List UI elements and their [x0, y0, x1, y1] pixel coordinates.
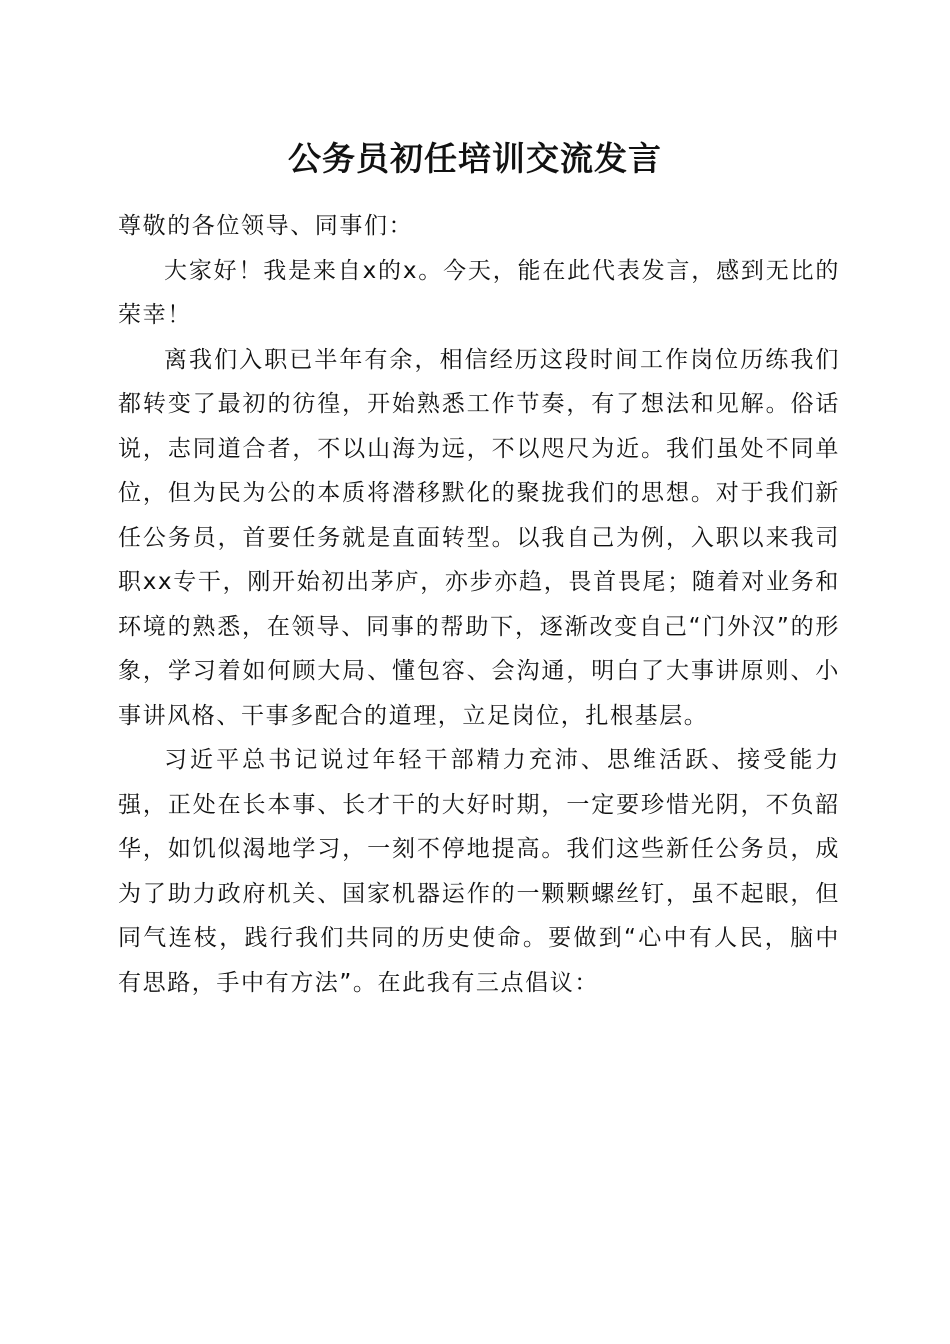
document-title: 公务员初任培训交流发言 — [288, 139, 662, 178]
document-body — [118, 204, 840, 1005]
paragraph-greeting: 大家好！我是来自x的x。今天，能在此代表发言，感到无比的荣幸！ — [118, 257, 840, 328]
paragraph-proposal-intro: 习近平总书记说过年轻干部精力充沛、思维活跃、接受能力强，正处在长本事、长才干的大好时期，一定要珍惜光阴，不负韶华，如饥似渴地学习，一刻不停地提高。我们这些新任公务员，成为了助力政府机关、国家机器运作的一颗颗螺丝钉，虽不起眼，但同气连枝，践行我们共同的历史使命。要做到“心中有人民，脑中有思路，手中有方法”。在此我有三点倡议： — [118, 747, 840, 996]
paragraph-transition: 离我们入职已半年有余，相信经历这段时间工作岗位历练我们都转变了最初的彷徨，开始熟悉工作节奏，有了想法和见解。俗话说，志同道合者，不以山海为远，不以咫尺为近。我们虽处不同单位，但为民为公的本质将潜移默化的聚拢我们的思想。对于我们新任公务员，首要任务就是直面转型。以我自己为例，入职以来我司职xx专干，刚开始初出茅庐，亦步亦趋，畏首畏尾；随着对业务和环境的熟悉，在领导、同事的帮助下，逐渐改变自己“门外汉”的形象，学习着如何顾大局、懂包容、会沟通，明白了大事讲原则、小事讲风格、干事多配合的道理，立足岗位，扎根基层。 — [118, 346, 840, 729]
salutation: 尊敬的各位领导、同事们： — [118, 213, 414, 239]
